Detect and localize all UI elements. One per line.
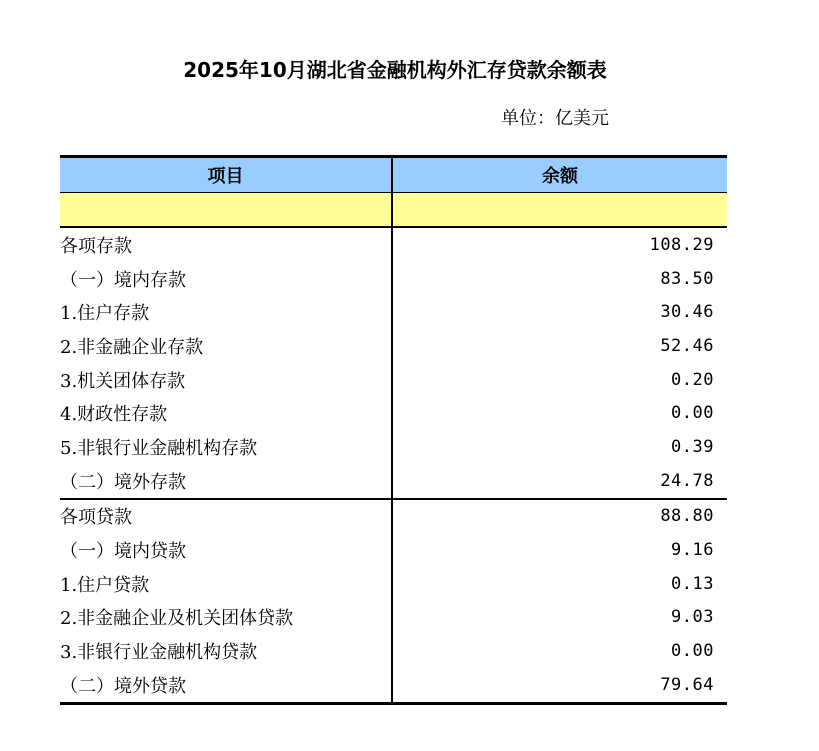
row-label: 1.住户贷款 [60, 567, 392, 601]
table-row [60, 363, 727, 397]
table-row [60, 601, 727, 635]
table-row [60, 329, 727, 363]
table-row [60, 464, 727, 499]
row-value: 9.03 [671, 607, 714, 628]
blank-band-cell [60, 193, 392, 228]
table-row [60, 567, 727, 601]
row-label: 5.非银行业金融机构存款 [60, 430, 392, 464]
table-header-row [60, 157, 727, 193]
row-value: 0.13 [671, 573, 714, 594]
table-row [60, 533, 727, 567]
row-label: 各项贷款 [60, 499, 392, 534]
row-label: （一）境内存款 [60, 262, 392, 296]
table-row [60, 396, 727, 430]
row-label: 4.财政性存款 [60, 396, 392, 430]
page-title: 2025年10月湖北省金融机构外汇存贷款余额表 [183, 58, 607, 82]
row-value: 30.46 [660, 302, 714, 323]
row-value: 9.16 [671, 540, 714, 561]
row-value: 0.20 [671, 369, 714, 390]
row-label: （二）境外贷款 [60, 668, 392, 703]
row-value: 108.29 [649, 234, 714, 255]
row-value: 0.39 [671, 436, 714, 457]
table-row [60, 634, 727, 668]
row-value: 83.50 [660, 268, 714, 289]
row-label: （一）境内贷款 [60, 533, 392, 567]
column-header-item: 项目 [60, 157, 392, 193]
table-row [60, 262, 727, 296]
table-row [60, 499, 727, 534]
row-label: 2.非金融企业存款 [60, 329, 392, 363]
blank-band-row [60, 193, 727, 228]
row-label: 2.非金融企业及机关团体贷款 [60, 601, 392, 635]
row-label: 3.机关团体存款 [60, 363, 392, 397]
row-value: 88.80 [660, 506, 714, 527]
row-value: 0.00 [671, 403, 714, 424]
row-label: 3.非银行业金融机构贷款 [60, 634, 392, 668]
row-value: 79.64 [392, 668, 727, 703]
table-row [60, 668, 727, 703]
row-label: （二）境外存款 [60, 464, 392, 499]
row-value: 0.00 [671, 641, 714, 662]
blank-band-cell [392, 193, 727, 228]
row-value: 24.78 [392, 464, 727, 499]
table-row [60, 227, 727, 262]
row-value: 52.46 [660, 335, 714, 356]
row-label: 各项存款 [60, 227, 392, 262]
row-label: 1.住户存款 [60, 295, 392, 329]
column-header-balance: 余额 [392, 157, 727, 193]
table-row [60, 295, 727, 329]
table-row [60, 430, 727, 464]
unit-label: 单位：亿美元 [501, 108, 609, 129]
fx-balance-table [60, 155, 727, 705]
